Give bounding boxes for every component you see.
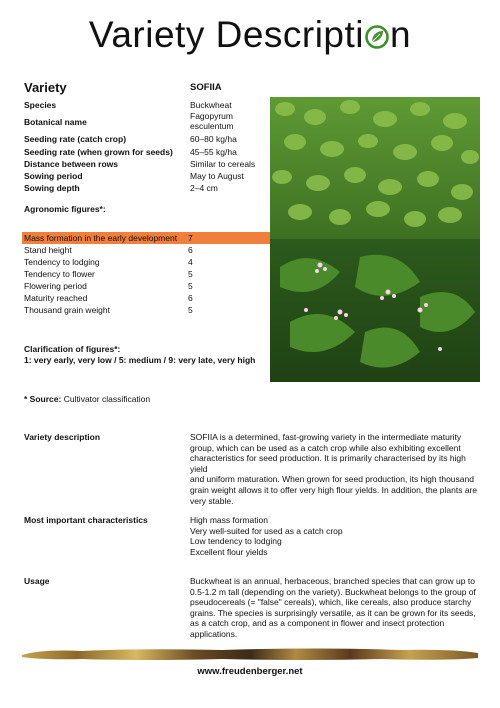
botanical-name-line2: esculentum <box>190 121 234 131</box>
seeding-rate-seeds-label: Seeding rate (when grown for seeds) <box>24 147 173 157</box>
sowing-period-label: Sowing period <box>24 171 83 181</box>
list-item: Excellent flour yields <box>190 546 268 557</box>
figure-value: 5 <box>188 281 193 291</box>
text-line: very stable. <box>190 495 234 506</box>
source-note <box>24 394 150 404</box>
seeding-rate-seeds-value: 45–55 kg/ha <box>190 147 237 157</box>
botanical-name-value <box>190 111 233 131</box>
characteristics-label: Most important characteristics <box>24 515 148 525</box>
figure-name: Tendency to lodging <box>24 257 100 267</box>
figure-value: 5 <box>188 269 193 279</box>
text-line: applications. <box>190 628 238 639</box>
botanical-name-line1: Fagopyrum <box>190 111 233 121</box>
figure-row <box>22 232 270 244</box>
title-text-end: n <box>390 14 412 55</box>
figure-value: 6 <box>188 245 193 255</box>
characteristics-list <box>190 515 480 557</box>
sowing-period-value: May to August <box>190 171 244 181</box>
variety-heading: Variety <box>24 80 67 95</box>
figure-row <box>22 280 270 292</box>
leaf-o-icon <box>365 25 389 49</box>
text-line: as a catch crop, and as a component in flower and insect protection <box>190 618 445 629</box>
text-line: grains. The species is surprisingly versatile, as it can be grown for its seeds, <box>190 607 476 618</box>
page-title <box>0 14 500 56</box>
figure-value: 4 <box>188 257 193 267</box>
variety-description-label: Variety description <box>24 432 101 442</box>
figure-row <box>22 304 270 316</box>
usage-text <box>190 576 480 640</box>
figure-row <box>22 256 270 268</box>
figure-name: Stand height <box>24 245 72 255</box>
usage-label: Usage <box>24 576 50 586</box>
figure-name: Tendency to flower <box>24 269 95 279</box>
botanical-name-label: Botanical name <box>24 117 87 127</box>
text-line: Buckwheat is an annual, herbaceous, branched species that can grow up to <box>190 576 475 586</box>
figure-row <box>22 268 270 280</box>
row-distance-value: Similar to cereals <box>190 159 256 169</box>
figure-row <box>22 292 270 304</box>
clarification-heading: Clarification of figures*: <box>24 344 121 354</box>
grain-strip-image <box>22 646 478 662</box>
source-text: Cultivator classification <box>61 394 151 404</box>
sowing-depth-value: 2–4 cm <box>190 183 218 193</box>
list-item: High mass formation <box>190 515 268 525</box>
species-label: Species <box>24 100 57 110</box>
text-line: group, which can be used as a catch crop while also exhibiting excellent <box>190 442 461 453</box>
figure-value: 7 <box>188 233 193 243</box>
text-line: characteristics for seed production. It is primarily characterised by its high yield <box>190 453 466 474</box>
list-item: Low tendency to lodging <box>190 536 282 547</box>
buckwheat-photo <box>270 97 480 382</box>
title-text: Variety Descripti <box>88 14 365 55</box>
figure-value: 5 <box>188 305 193 315</box>
text-line: grain weight allows it to offer very high flour yields. In addition, the plants are <box>190 484 478 495</box>
figure-value: 6 <box>188 293 193 303</box>
text-line: 0.5-1.2 m tall (depending on the variety). Buckwheat belongs to the group of <box>190 586 476 597</box>
figure-name: Thousand grain weight <box>24 305 111 315</box>
source-label: * Source: <box>24 394 62 404</box>
list-item: Very well-suited for used as a catch crop <box>190 525 343 536</box>
text-line: and uniform maturation. When grown for seed production, its high thousand <box>190 474 474 485</box>
variety-description-text <box>190 432 480 506</box>
figure-name: Flowering period <box>24 281 87 291</box>
figure-name: Maturity reached <box>24 293 88 303</box>
figure-row <box>22 244 270 256</box>
text-line: SOFIIA is a determined, fast-growing variety in the intermediate maturity <box>190 432 462 442</box>
row-distance-label: Distance between rows <box>24 159 119 169</box>
seeding-rate-catch-label: Seeding rate (catch crop) <box>24 134 127 144</box>
sowing-depth-label: Sowing depth <box>24 183 80 193</box>
clarification-text: 1: very early, very low / 5: medium / 9: very late, very high <box>24 355 256 365</box>
variety-name: SOFIIA <box>190 82 222 93</box>
seeding-rate-catch-value: 60–80 kg/ha <box>190 134 237 144</box>
agronomic-heading: Agronomic figures*: <box>24 204 106 214</box>
figure-name: Mass formation in the early development <box>24 233 178 243</box>
species-value: Buckwheat <box>190 100 232 110</box>
footer-url-link[interactable]: www.freudenberger.net <box>197 666 303 677</box>
text-line: pseudocereals (= "false" cereals), which, like cereals, also produce starchy <box>190 597 472 608</box>
